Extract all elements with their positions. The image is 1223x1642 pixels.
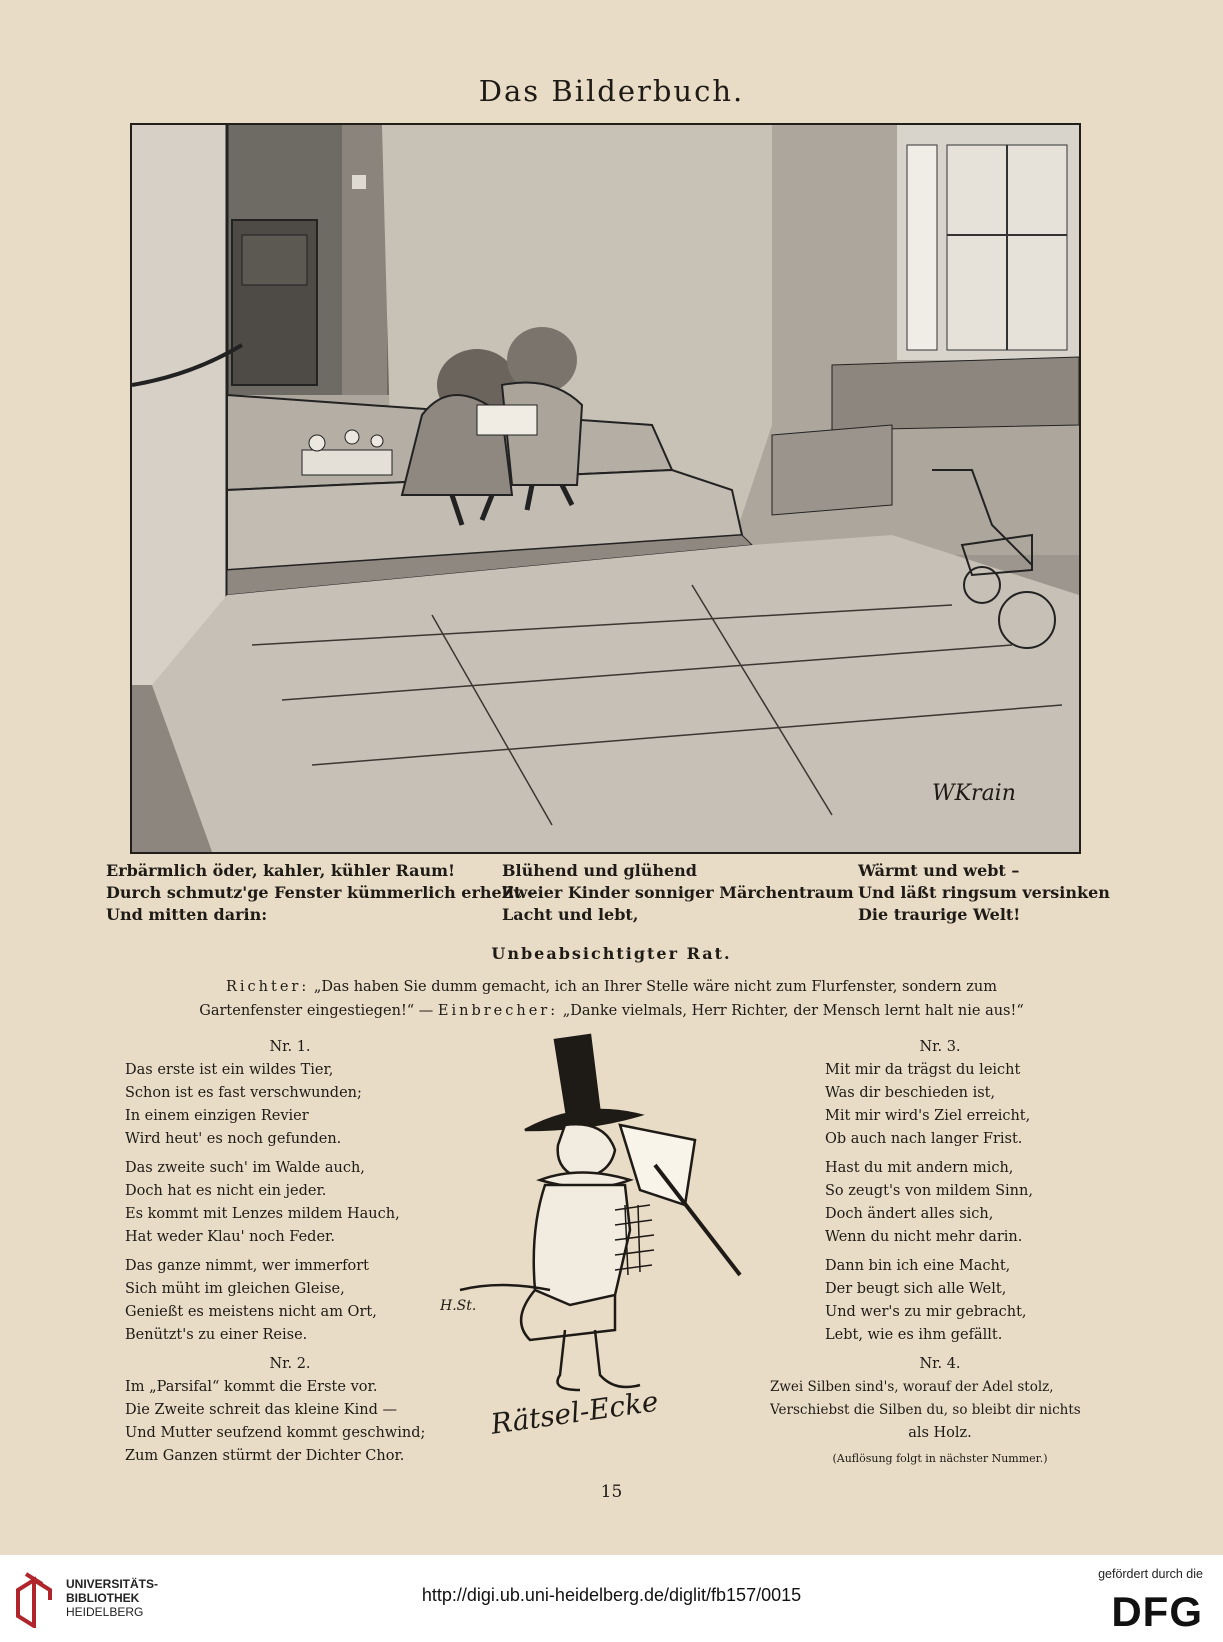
riddle-line: Im „Parsifal“ kommt die Erste vor. bbox=[125, 1379, 378, 1395]
riddle-line: Die Zweite schreit das kleine Kind — bbox=[125, 1402, 398, 1418]
caption-line: Die traurige Welt! bbox=[858, 905, 1021, 924]
caption-line: Erbärmlich öder, kahler, kühler Raum! bbox=[106, 861, 456, 880]
caption-column-3 bbox=[858, 860, 1110, 926]
riddle-stanza bbox=[125, 1157, 455, 1249]
riddle-column-right bbox=[770, 1036, 1110, 1470]
page-title: Das Bilderbuch. bbox=[478, 74, 745, 108]
riddle-line: Genießt es meistens nicht am Ort, bbox=[125, 1304, 377, 1320]
caption-line: Blühend und glühend bbox=[502, 861, 697, 880]
anecdote-line: Gartenfenster eingestiegen!“ — bbox=[199, 1003, 434, 1019]
solution-note: (Auflösung folgt in nächster Nummer.) bbox=[832, 1452, 1048, 1465]
illustration-drawing bbox=[132, 125, 1079, 852]
page-number: 15 bbox=[600, 1482, 623, 1502]
riddle-line: als Holz. bbox=[908, 1425, 972, 1441]
anecdote-text bbox=[150, 975, 1073, 1023]
funding-label: gefördert durch die bbox=[1098, 1567, 1203, 1581]
caption-line: Zweier Kinder sonniger Märchentraum bbox=[502, 883, 854, 902]
caption-line: Durch schmutz'ge Fenster kümmerlich erhellt – bbox=[106, 883, 535, 902]
riddle-corner-drawing bbox=[440, 1030, 770, 1440]
caption-line: Lacht und lebt, bbox=[502, 905, 639, 924]
riddle-stanza bbox=[125, 1059, 455, 1151]
library-name-line: UNIVERSITÄTS- bbox=[66, 1577, 159, 1591]
riddle-line: Und Mutter seufzend kommt geschwind; bbox=[125, 1425, 426, 1441]
riddle-line: In einem einzigen Revier bbox=[125, 1108, 309, 1124]
riddle-line: Wenn du nicht mehr darin. bbox=[825, 1229, 1023, 1245]
dfg-logo[interactable]: DFG bbox=[1111, 1588, 1203, 1635]
illustration-signature: WKrain bbox=[932, 781, 1016, 806]
library-name-line: BIBLIOTHEK bbox=[66, 1591, 140, 1605]
library-name-line: HEIDELBERG bbox=[66, 1605, 144, 1619]
riddle-line: Zum Ganzen stürmt der Dichter Chor. bbox=[125, 1448, 405, 1464]
riddle-line: Schon ist es fast verschwunden; bbox=[125, 1085, 362, 1101]
riddle-line: Das ganze nimmt, wer immerfort bbox=[125, 1258, 369, 1274]
man-with-hat-drawing bbox=[440, 1030, 770, 1440]
riddle-line: Hat weder Klau' noch Feder. bbox=[125, 1229, 335, 1245]
riddle-line: Lebt, wie es ihm gefällt. bbox=[825, 1327, 1003, 1343]
riddle-line: Verschiebst die Silben du, so bleibt dir nichts bbox=[770, 1402, 1081, 1418]
riddle-line: Mit mir wird's Ziel erreicht, bbox=[825, 1108, 1031, 1124]
drawing-initials: H.St. bbox=[440, 1298, 477, 1314]
anecdote-line: „Das haben Sie dumm gemacht, ich an Ihrer Stelle wäre nicht zum Flurfenster, sondern zum bbox=[313, 979, 997, 995]
riddle-column-left bbox=[125, 1036, 455, 1468]
anecdote-line: „Danke vielmals, Herr Richter, der Mensch lernt halt nie aus!“ bbox=[562, 1003, 1024, 1019]
riddle-stanza bbox=[125, 1255, 455, 1347]
riddle-stanza bbox=[825, 1255, 1110, 1347]
riddle-number: Nr. 3. bbox=[919, 1039, 961, 1055]
riddle-stanza bbox=[825, 1157, 1110, 1249]
riddle-line: Benützt's zu einer Reise. bbox=[125, 1327, 308, 1343]
riddle-line: Zwei Silben sind's, worauf der Adel stolz, bbox=[770, 1379, 1054, 1395]
riddle-stanza bbox=[825, 1059, 1110, 1151]
riddle-number: Nr. 4. bbox=[919, 1356, 961, 1372]
footer-bar bbox=[0, 1555, 1223, 1642]
anecdote-title: Unbeabsichtigter Rat. bbox=[491, 944, 732, 963]
riddle-corner-caption: Rätsel-Ecke bbox=[488, 1384, 661, 1440]
speaker-judge: Richter: bbox=[226, 979, 310, 995]
riddle-line: Das zweite such' im Walde auch, bbox=[125, 1160, 365, 1176]
riddle-line: Was dir beschieden ist, bbox=[825, 1085, 996, 1101]
riddle-number: Nr. 2. bbox=[269, 1356, 311, 1372]
riddle-line: Ob auch nach langer Frist. bbox=[825, 1131, 1023, 1147]
riddle-line: Doch hat es nicht ein jeder. bbox=[125, 1183, 327, 1199]
caption-line: Und läßt ringsum versinken bbox=[858, 883, 1110, 902]
riddle-number: Nr. 1. bbox=[269, 1039, 311, 1055]
riddle-line: Mit mir da trägst du leicht bbox=[825, 1062, 1021, 1078]
riddle-line: Dann bin ich eine Macht, bbox=[825, 1258, 1011, 1274]
illustration-children-bilderbuch bbox=[130, 123, 1081, 854]
riddle-line: Wird heut' es noch gefunden. bbox=[125, 1131, 342, 1147]
riddle-line: Und wer's zu mir gebracht, bbox=[825, 1304, 1027, 1320]
riddle-line: Doch ändert alles sich, bbox=[825, 1206, 994, 1222]
caption-column-2 bbox=[502, 860, 854, 926]
speaker-burglar: Einbrecher: bbox=[437, 1003, 559, 1019]
riddle-line: Sich müht im gleichen Gleise, bbox=[125, 1281, 345, 1297]
riddle-line: So zeugt's von mildem Sinn, bbox=[825, 1183, 1033, 1199]
caption-line: Und mitten darin: bbox=[106, 905, 268, 924]
caption-column-1 bbox=[106, 860, 535, 926]
riddle-line: Der beugt sich alle Welt, bbox=[825, 1281, 1007, 1297]
riddle-line: Es kommt mit Lenzes mildem Hauch, bbox=[125, 1206, 400, 1222]
riddle-line: Hast du mit andern mich, bbox=[825, 1160, 1014, 1176]
caption-line: Wärmt und webt – bbox=[858, 861, 1020, 880]
riddle-line: Das erste ist ein wildes Tier, bbox=[125, 1062, 334, 1078]
digitization-url[interactable]: http://digi.ub.uni-heidelberg.de/diglit/fb157/0015 bbox=[421, 1585, 802, 1605]
